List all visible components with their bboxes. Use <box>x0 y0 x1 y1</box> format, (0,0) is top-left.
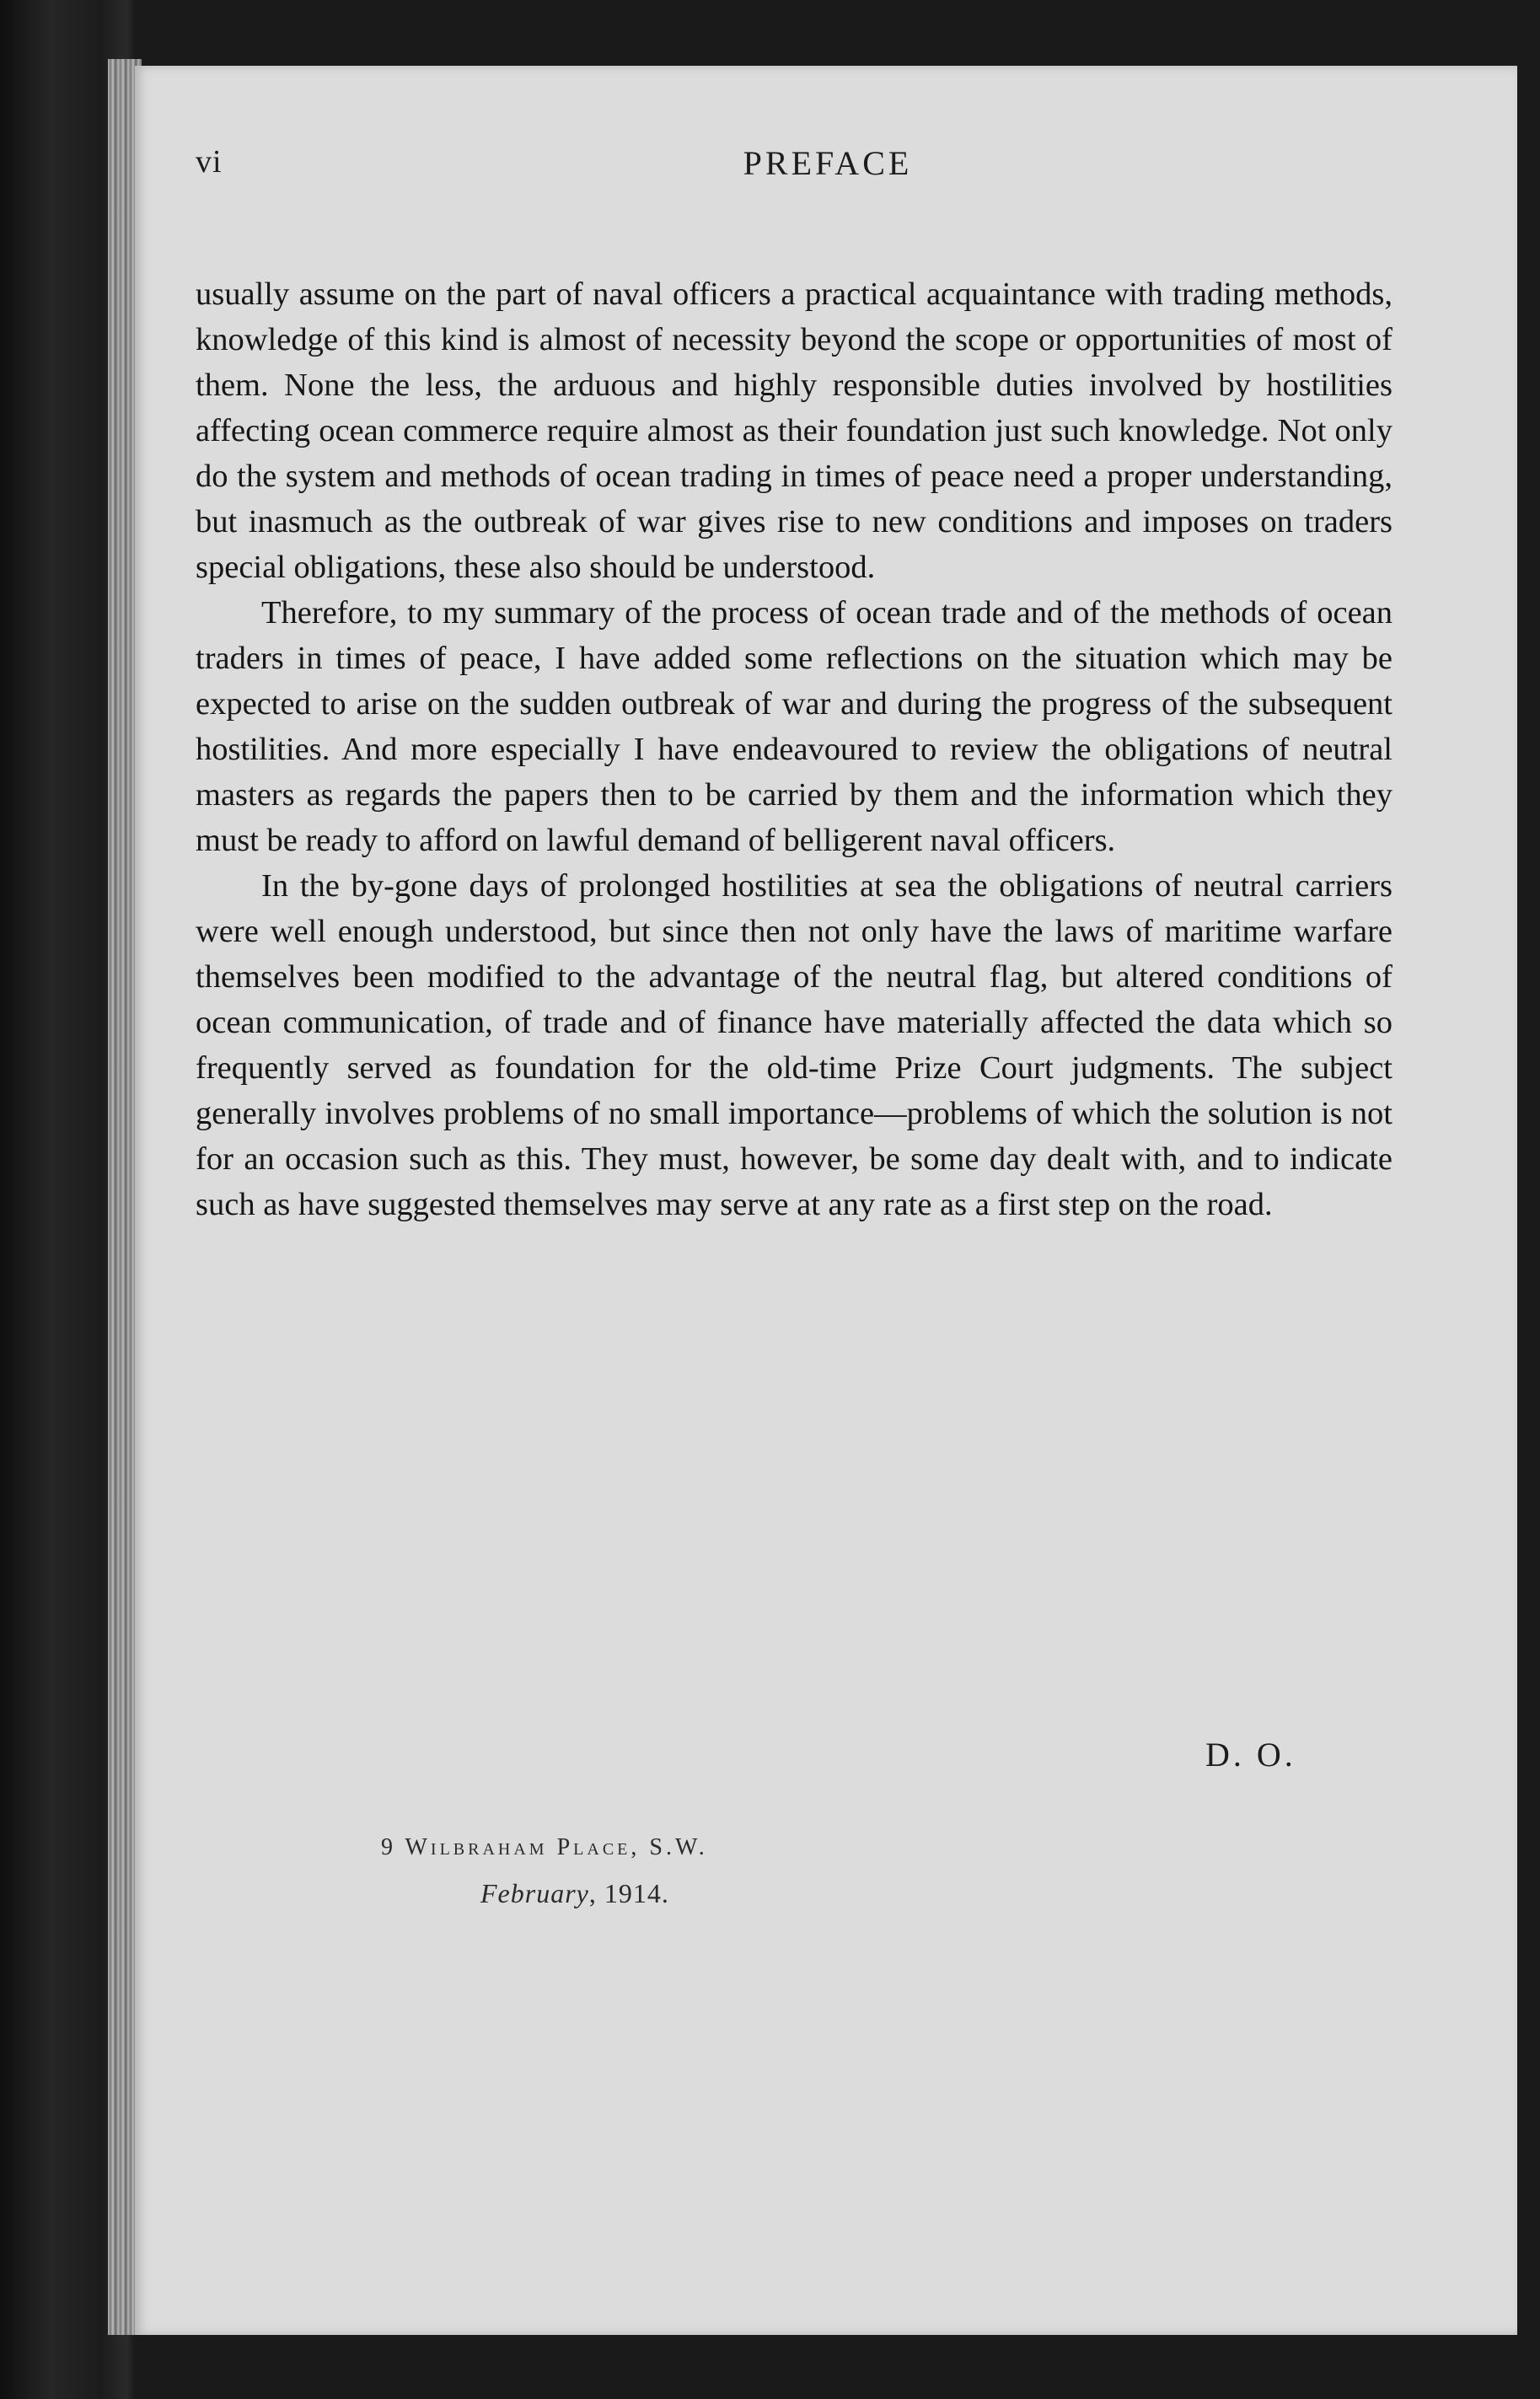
running-head: PREFACE <box>743 144 913 182</box>
date-line <box>480 1878 669 1909</box>
preface-body <box>196 271 1392 1227</box>
paragraph: In the by-gone days of prolonged hostilities at sea the obligations of neutral carriers were well enough understood, but since then not only have the laws of maritime warfare themselves been modified to the advantage of the neutral flag, but altered conditions of ocean communication, of trade and of finance have materially affected the data which so frequently served as foundation for the old-time Prize Court judgments. The subject generally involves problems of no small importance—problems of which the solution is not for an occasion such as this. They must, however, be some day dealt with, and to indicate such as have suggested themselves may serve at any rate as a first step on the road. <box>196 868 1392 1222</box>
page-number: vi <box>196 144 223 180</box>
paragraph: Therefore, to my summary of the process of ocean trade and of the methods of ocean traders in times of peace, I have added some reflections on the situation which may be expected to arise on the sudden outbreak of war and during the progress of the subsequent hostilities. And more especially I have endeavoured to review the obligations of neutral masters as regards the papers then to be carried by them and the information which they must be ready to afford on lawful demand of belligerent naval officers. <box>196 595 1392 858</box>
date-year: 1914. <box>604 1878 669 1908</box>
date-separator: , <box>588 1878 604 1908</box>
author-initials: D. O. <box>1205 1736 1296 1774</box>
address-line: 9 Wilbraham Place, S.W. <box>381 1834 708 1860</box>
paragraph-continued: usually assume on the part of naval officers a practical acquaintance with trading methods, knowledge of this kind is almost of necessity beyond the scope or opportunities of most of them. None the less, the arduous and highly responsible duties involved by hostilities affecting ocean commerce require almost as their foundation just such knowledge. Not only do the system and methods of ocean trading in times of peace need a proper understanding, but inasmuch as the outbreak of war gives rise to new conditions and imposes on traders special obligations, these also should be understood. <box>196 276 1392 585</box>
date-month: February <box>480 1878 589 1908</box>
page-header <box>196 143 1392 194</box>
